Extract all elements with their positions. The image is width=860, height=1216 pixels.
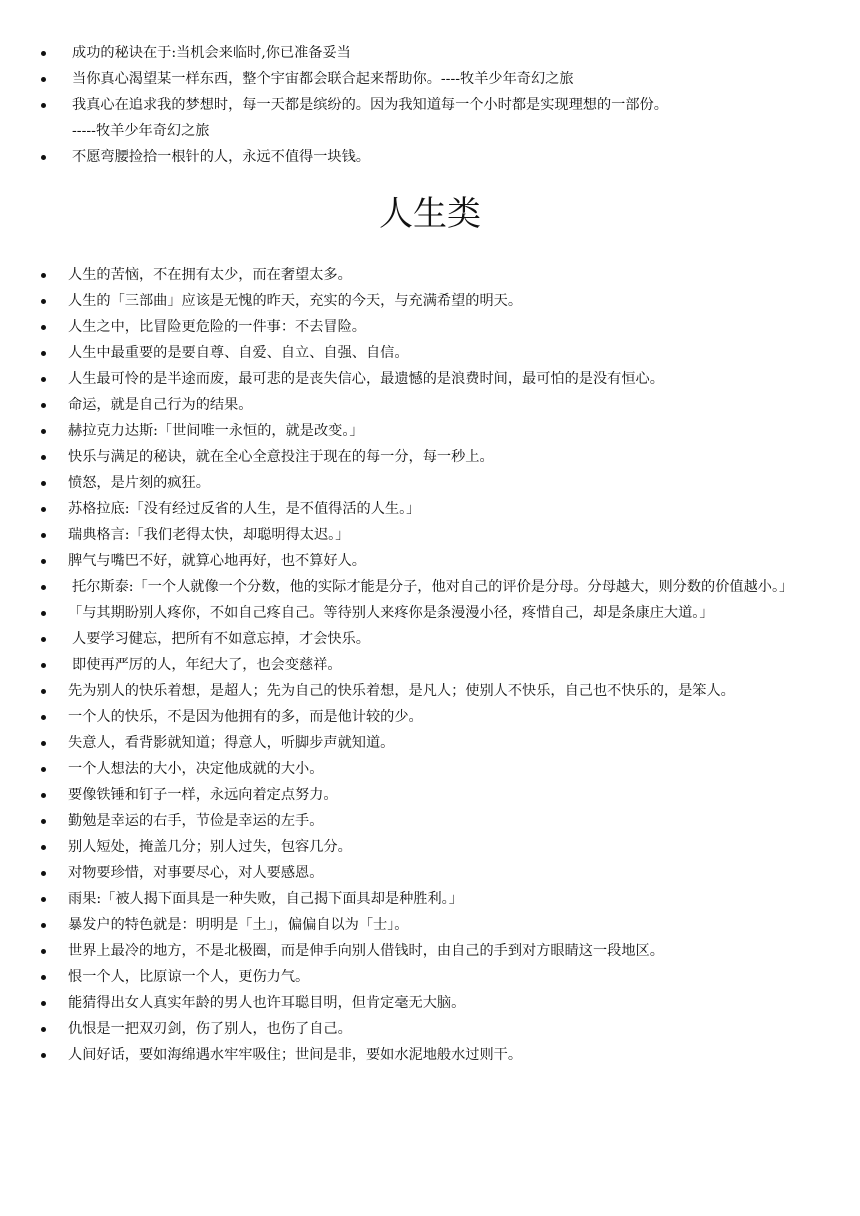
list-item: 赫拉克力达斯:「世间唯一永恒的，就是改变。」 <box>0 418 860 444</box>
quote-text: 不愿弯腰捡拾一根针的人，永远不值得一块钱。 <box>72 149 370 165</box>
list-item: 仇恨是一把双刃剑，伤了别人，也伤了自己。 <box>0 1016 860 1042</box>
list-item <box>0 40 860 66</box>
list-item: 人间好话，要如海绵遇水牢牢吸住；世间是非，要如水泥地般水过则干。 <box>0 1042 860 1068</box>
list-item: 雨果:「被人揭下面具是一种失败，自己揭下面具却是种胜利。」 <box>0 886 860 912</box>
list-item: 「与其期盼别人疼你，不如自己疼自己。等待别人来疼你是条漫漫小径，疼惜自己，却是条康庄大道。」 <box>0 600 860 626</box>
list-item: 勤勉是幸运的右手，节俭是幸运的左手。 <box>0 808 860 834</box>
life-quote-list <box>0 262 860 1068</box>
list-item: 别人短处，掩盖几分；别人过失，包容几分。 <box>0 834 860 860</box>
list-item: 人生的「三部曲」应该是无愧的昨天，充实的今天，与充满希望的明天。 <box>0 288 860 314</box>
list-item: 一个人的快乐，不是因为他拥有的多，而是他计较的少。 <box>0 704 860 730</box>
list-item: 世界上最冷的地方，不是北极圈，而是伸手向别人借钱时，由自己的手到对方眼睛这一段地区。 <box>0 938 860 964</box>
quote-text: 我真心在追求我的梦想时，每一天都是缤纷的。因为我知道每一个小时都是实现理想的一部份。 <box>72 97 668 113</box>
quote-continuation: -----牧羊少年奇幻之旅 <box>72 123 210 139</box>
list-item: 苏格拉底:「没有经过反省的人生，是不值得活的人生。」 <box>0 496 860 522</box>
list-item: 失意人，看背影就知道；得意人，听脚步声就知道。 <box>0 730 860 756</box>
list-item: 人生中最重要的是要自尊、自爱、自立、自强、自信。 <box>0 340 860 366</box>
list-item: 托尔斯泰:「一个人就像一个分数，他的实际才能是分子，他对自己的评价是分母。分母越大，则分数的价值越小。」 <box>0 574 860 600</box>
list-item <box>0 92 860 144</box>
list-item: 先为别人的快乐着想，是超人；先为自己的快乐着想，是凡人；使别人不快乐，自己也不快乐的，是笨人。 <box>0 678 860 704</box>
list-item: 愤怒，是片刻的疯狂。 <box>0 470 860 496</box>
list-item: 命运，就是自己行为的结果。 <box>0 392 860 418</box>
list-item: 能猜得出女人真实年龄的男人也许耳聪目明，但肯定毫无大脑。 <box>0 990 860 1016</box>
quote-text: 成功的秘诀在于:当机会来临时,你已准备妥当 <box>72 45 351 61</box>
list-item: 即使再严厉的人，年纪大了，也会变慈祥。 <box>0 652 860 678</box>
list-item: 人生之中，比冒险更危险的一件事：不去冒险。 <box>0 314 860 340</box>
list-item: 瑞典格言:「我们老得太快，却聪明得太迟。」 <box>0 522 860 548</box>
list-item: 对物要珍惜，对事要尽心，对人要感恩。 <box>0 860 860 886</box>
list-item: 要像铁锤和钉子一样，永远向着定点努力。 <box>0 782 860 808</box>
section-title: 人生类 <box>379 194 481 234</box>
list-item: 恨一个人，比原谅一个人，更伤力气。 <box>0 964 860 990</box>
quote-text: 当你真心渴望某一样东西，整个宇宙都会联合起来帮助你。----牧羊少年奇幻之旅 <box>72 71 574 87</box>
list-item: 暴发户的特色就是：明明是「土」，偏偏自以为「士」。 <box>0 912 860 938</box>
list-item: 人要学习健忘，把所有不如意忘掉，才会快乐。 <box>0 626 860 652</box>
intro-quote-list <box>0 40 860 170</box>
list-item: 快乐与满足的秘诀，就在全心全意投注于现在的每一分，每一秒上。 <box>0 444 860 470</box>
list-item <box>0 144 860 170</box>
list-item: 脾气与嘴巴不好，就算心地再好，也不算好人。 <box>0 548 860 574</box>
list-item: 人生最可怜的是半途而废，最可悲的是丧失信心，最遗憾的是浪费时间，最可怕的是没有恒心。 <box>0 366 860 392</box>
list-item <box>0 66 860 92</box>
list-item: 一个人想法的大小，决定他成就的大小。 <box>0 756 860 782</box>
list-item: 人生的苦恼，不在拥有太少，而在奢望太多。 <box>0 262 860 288</box>
